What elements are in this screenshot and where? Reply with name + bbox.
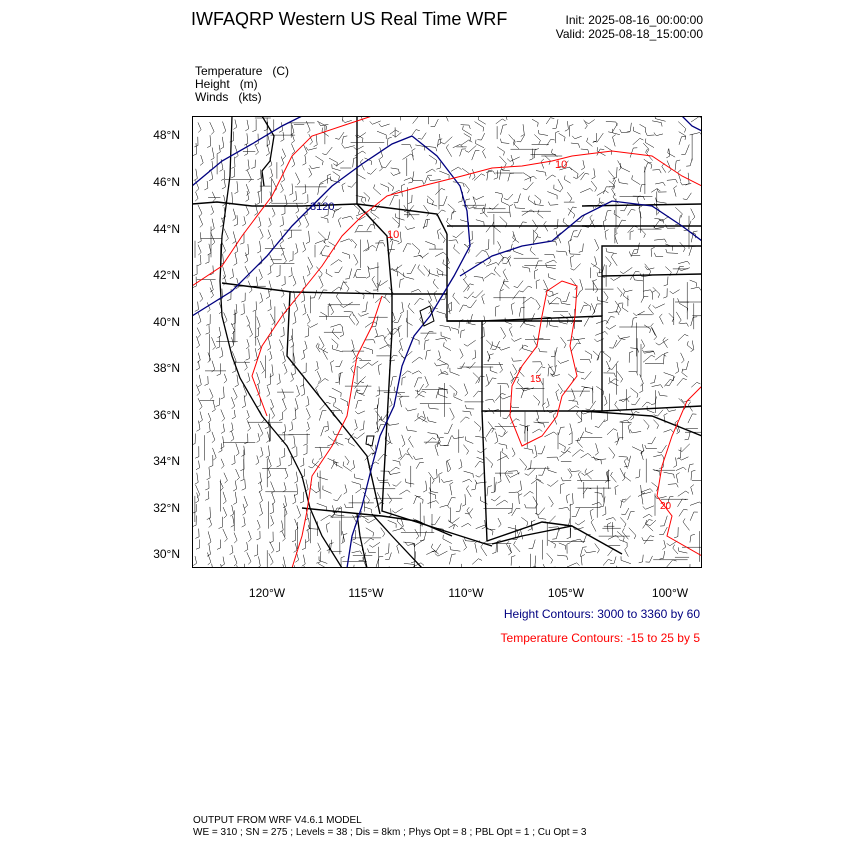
temperature-contours-legend: Temperature Contours: -15 to 25 by 5 <box>500 631 700 645</box>
lon-label: 105°W <box>547 586 585 600</box>
variable-temperature: Temperature (C) <box>195 64 290 78</box>
variable-winds: Winds (kts) <box>195 90 262 104</box>
valid-time: Valid: 2025-08-18_15:00:00 <box>555 27 703 41</box>
lat-label: 40°N <box>153 315 180 329</box>
temp-contour-label: 10 <box>387 229 400 241</box>
lat-label: 34°N <box>153 454 180 468</box>
height-contours-legend: Height Contours: 3000 to 3360 by 60 <box>503 607 700 621</box>
lat-label: 44°N <box>153 222 180 236</box>
temp-contour-label: 10 <box>555 159 568 171</box>
height-contour-label: 3120 <box>310 201 335 213</box>
map-panel <box>192 116 702 568</box>
lat-label: 46°N <box>153 175 180 189</box>
model-info: OUTPUT FROM WRF V4.6.1 MODEL <box>193 815 362 826</box>
model-config: WE = 310 ; SN = 275 ; Levels = 38 ; Dis = 8km ; Phys Opt = 8 ; PBL Opt = 1 ; Cu Opt = 3 <box>193 827 587 838</box>
lon-label: 115°W <box>348 586 384 600</box>
lon-label: 100°W <box>651 586 689 600</box>
variable-height: Height (m) <box>195 77 258 91</box>
run-times <box>556 13 703 41</box>
lat-label: 38°N <box>153 361 180 375</box>
lat-label: 32°N <box>153 501 180 515</box>
lat-label: 48°N <box>153 128 180 142</box>
init-time: Init: 2025-08-16_00:00:00 <box>565 13 703 27</box>
map-canvas <box>192 116 702 568</box>
temp-contour-label: 15 <box>530 374 542 385</box>
lat-label: 36°N <box>153 408 180 422</box>
plot-title: IWFAQRP Western US Real Time WRF <box>191 9 508 29</box>
lat-label: 42°N <box>153 268 180 282</box>
lat-label: 30°N <box>153 547 180 561</box>
lon-label: 120°W <box>248 586 286 600</box>
temp-contour-label: 20 <box>660 501 672 512</box>
lon-label: 110°W <box>448 586 484 600</box>
